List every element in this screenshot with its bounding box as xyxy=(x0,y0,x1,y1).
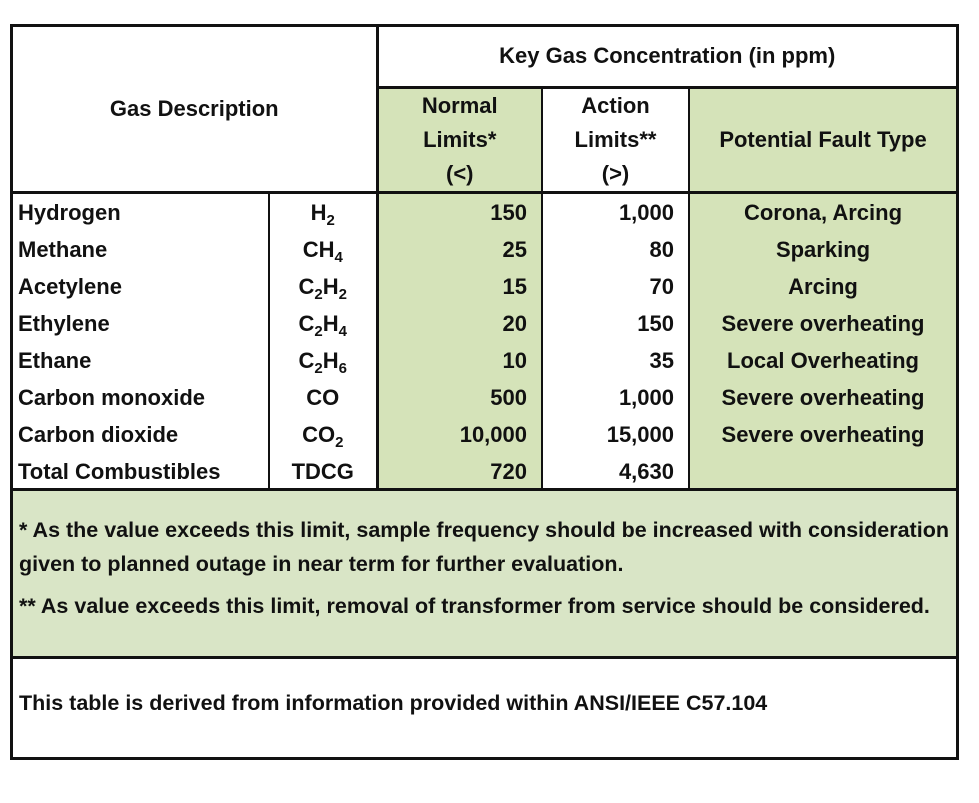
action-limits-line1: Action xyxy=(581,92,650,118)
formula-base: C xyxy=(298,310,315,336)
fault-type: Severe overheating xyxy=(689,305,956,342)
normal-limit-value: 20 xyxy=(377,305,542,342)
gas-name: Ethylene xyxy=(18,310,110,336)
fault-type xyxy=(689,453,956,492)
table-row xyxy=(13,453,956,492)
formula-mid: H xyxy=(322,347,339,373)
gas-name: Hydrogen xyxy=(18,199,121,225)
table-row xyxy=(13,379,956,416)
formula-subscript: 2 xyxy=(326,211,335,229)
formula-subscript: 2 xyxy=(314,359,323,377)
normal-limit-value: 10,000 xyxy=(377,416,542,453)
gas-table-frame xyxy=(10,24,959,760)
gas-formula xyxy=(269,342,377,379)
action-limit-footnote: ** As value exceeds this limit, removal of transformer from service should be considered. xyxy=(19,594,930,618)
formula-subscript-2: 6 xyxy=(338,359,347,377)
action-limits-line3: (>) xyxy=(601,160,630,186)
formula-subscript-2: 4 xyxy=(338,322,347,340)
action-limit-value: 1,000 xyxy=(542,192,689,231)
formula-base: CO xyxy=(306,384,340,410)
gas-name: Carbon monoxide xyxy=(18,384,206,410)
formula-subscript: 2 xyxy=(314,285,323,303)
normal-limit-value: 720 xyxy=(377,453,542,492)
action-limit-value: 150 xyxy=(542,305,689,342)
gas-description-header: Gas Description xyxy=(13,27,377,192)
normal-limits-header xyxy=(377,87,542,192)
action-limits-header xyxy=(542,87,689,192)
gas-formula xyxy=(269,379,377,416)
formula-base: CO xyxy=(302,421,336,447)
normal-limit-footnote: * As the value exceeds this limit, sample frequency should be increased with consideration given to planned outage in near term for further evaluation. xyxy=(19,518,949,576)
gas-formula xyxy=(269,305,377,342)
formula-base: TDCG xyxy=(291,458,354,484)
formula-subscript: 2 xyxy=(314,322,323,340)
formula-base: C xyxy=(298,347,315,373)
action-limit-value: 35 xyxy=(542,342,689,379)
formula-base: H xyxy=(310,199,327,225)
gas-formula xyxy=(269,231,377,268)
footnotes xyxy=(13,488,956,659)
gas-formula xyxy=(269,192,377,231)
action-limits-line2: Limits** xyxy=(574,126,657,152)
potential-fault-type-header: Potential Fault Type xyxy=(689,87,956,192)
normal-limits-line2: Limits* xyxy=(423,126,497,152)
fault-type: Local Overheating xyxy=(689,342,956,379)
formula-subscript-2: 2 xyxy=(338,285,347,303)
formula-mid: H xyxy=(322,273,339,299)
normal-limit-value: 15 xyxy=(377,268,542,305)
action-limit-value: 1,000 xyxy=(542,379,689,416)
fault-type: Sparking xyxy=(689,231,956,268)
action-limit-value: 4,630 xyxy=(542,453,689,492)
fault-type: Arcing xyxy=(689,268,956,305)
key-gas-table xyxy=(13,27,956,493)
normal-limits-line3: (<) xyxy=(446,160,474,186)
action-limit-value: 70 xyxy=(542,268,689,305)
formula-subscript: 4 xyxy=(334,248,343,266)
table-row xyxy=(13,416,956,453)
gas-name: Ethane xyxy=(18,347,92,373)
action-limit-value: 80 xyxy=(542,231,689,268)
formula-mid: H xyxy=(322,310,339,336)
gas-name: Methane xyxy=(18,236,108,262)
table-row xyxy=(13,192,956,231)
normal-limit-value: 150 xyxy=(377,192,542,231)
formula-base: C xyxy=(298,273,315,299)
fault-type: Severe overheating xyxy=(689,379,956,416)
gas-name: Carbon dioxide xyxy=(18,421,179,447)
gas-formula xyxy=(269,453,377,492)
table-row xyxy=(13,305,956,342)
gas-name: Total Combustibles xyxy=(13,453,269,492)
table-row xyxy=(13,342,956,379)
gas-formula xyxy=(269,416,377,453)
action-limit-value: 15,000 xyxy=(542,416,689,453)
normal-limit-value: 500 xyxy=(377,379,542,416)
key-gas-concentration-header: Key Gas Concentration (in ppm) xyxy=(377,27,956,87)
normal-limit-value: 25 xyxy=(377,231,542,268)
gas-formula xyxy=(269,268,377,305)
formula-subscript: 2 xyxy=(335,433,344,451)
fault-type: Corona, Arcing xyxy=(689,192,956,231)
gas-name: Acetylene xyxy=(18,273,122,299)
fault-type: Severe overheating xyxy=(689,416,956,453)
normal-limits-line1: Normal xyxy=(421,92,498,118)
formula-base: CH xyxy=(302,236,335,262)
table-row xyxy=(13,231,956,268)
source-note: This table is derived from information provided within ANSI/IEEE C57.104 xyxy=(19,691,768,715)
table-row xyxy=(13,268,956,305)
normal-limit-value: 10 xyxy=(377,342,542,379)
